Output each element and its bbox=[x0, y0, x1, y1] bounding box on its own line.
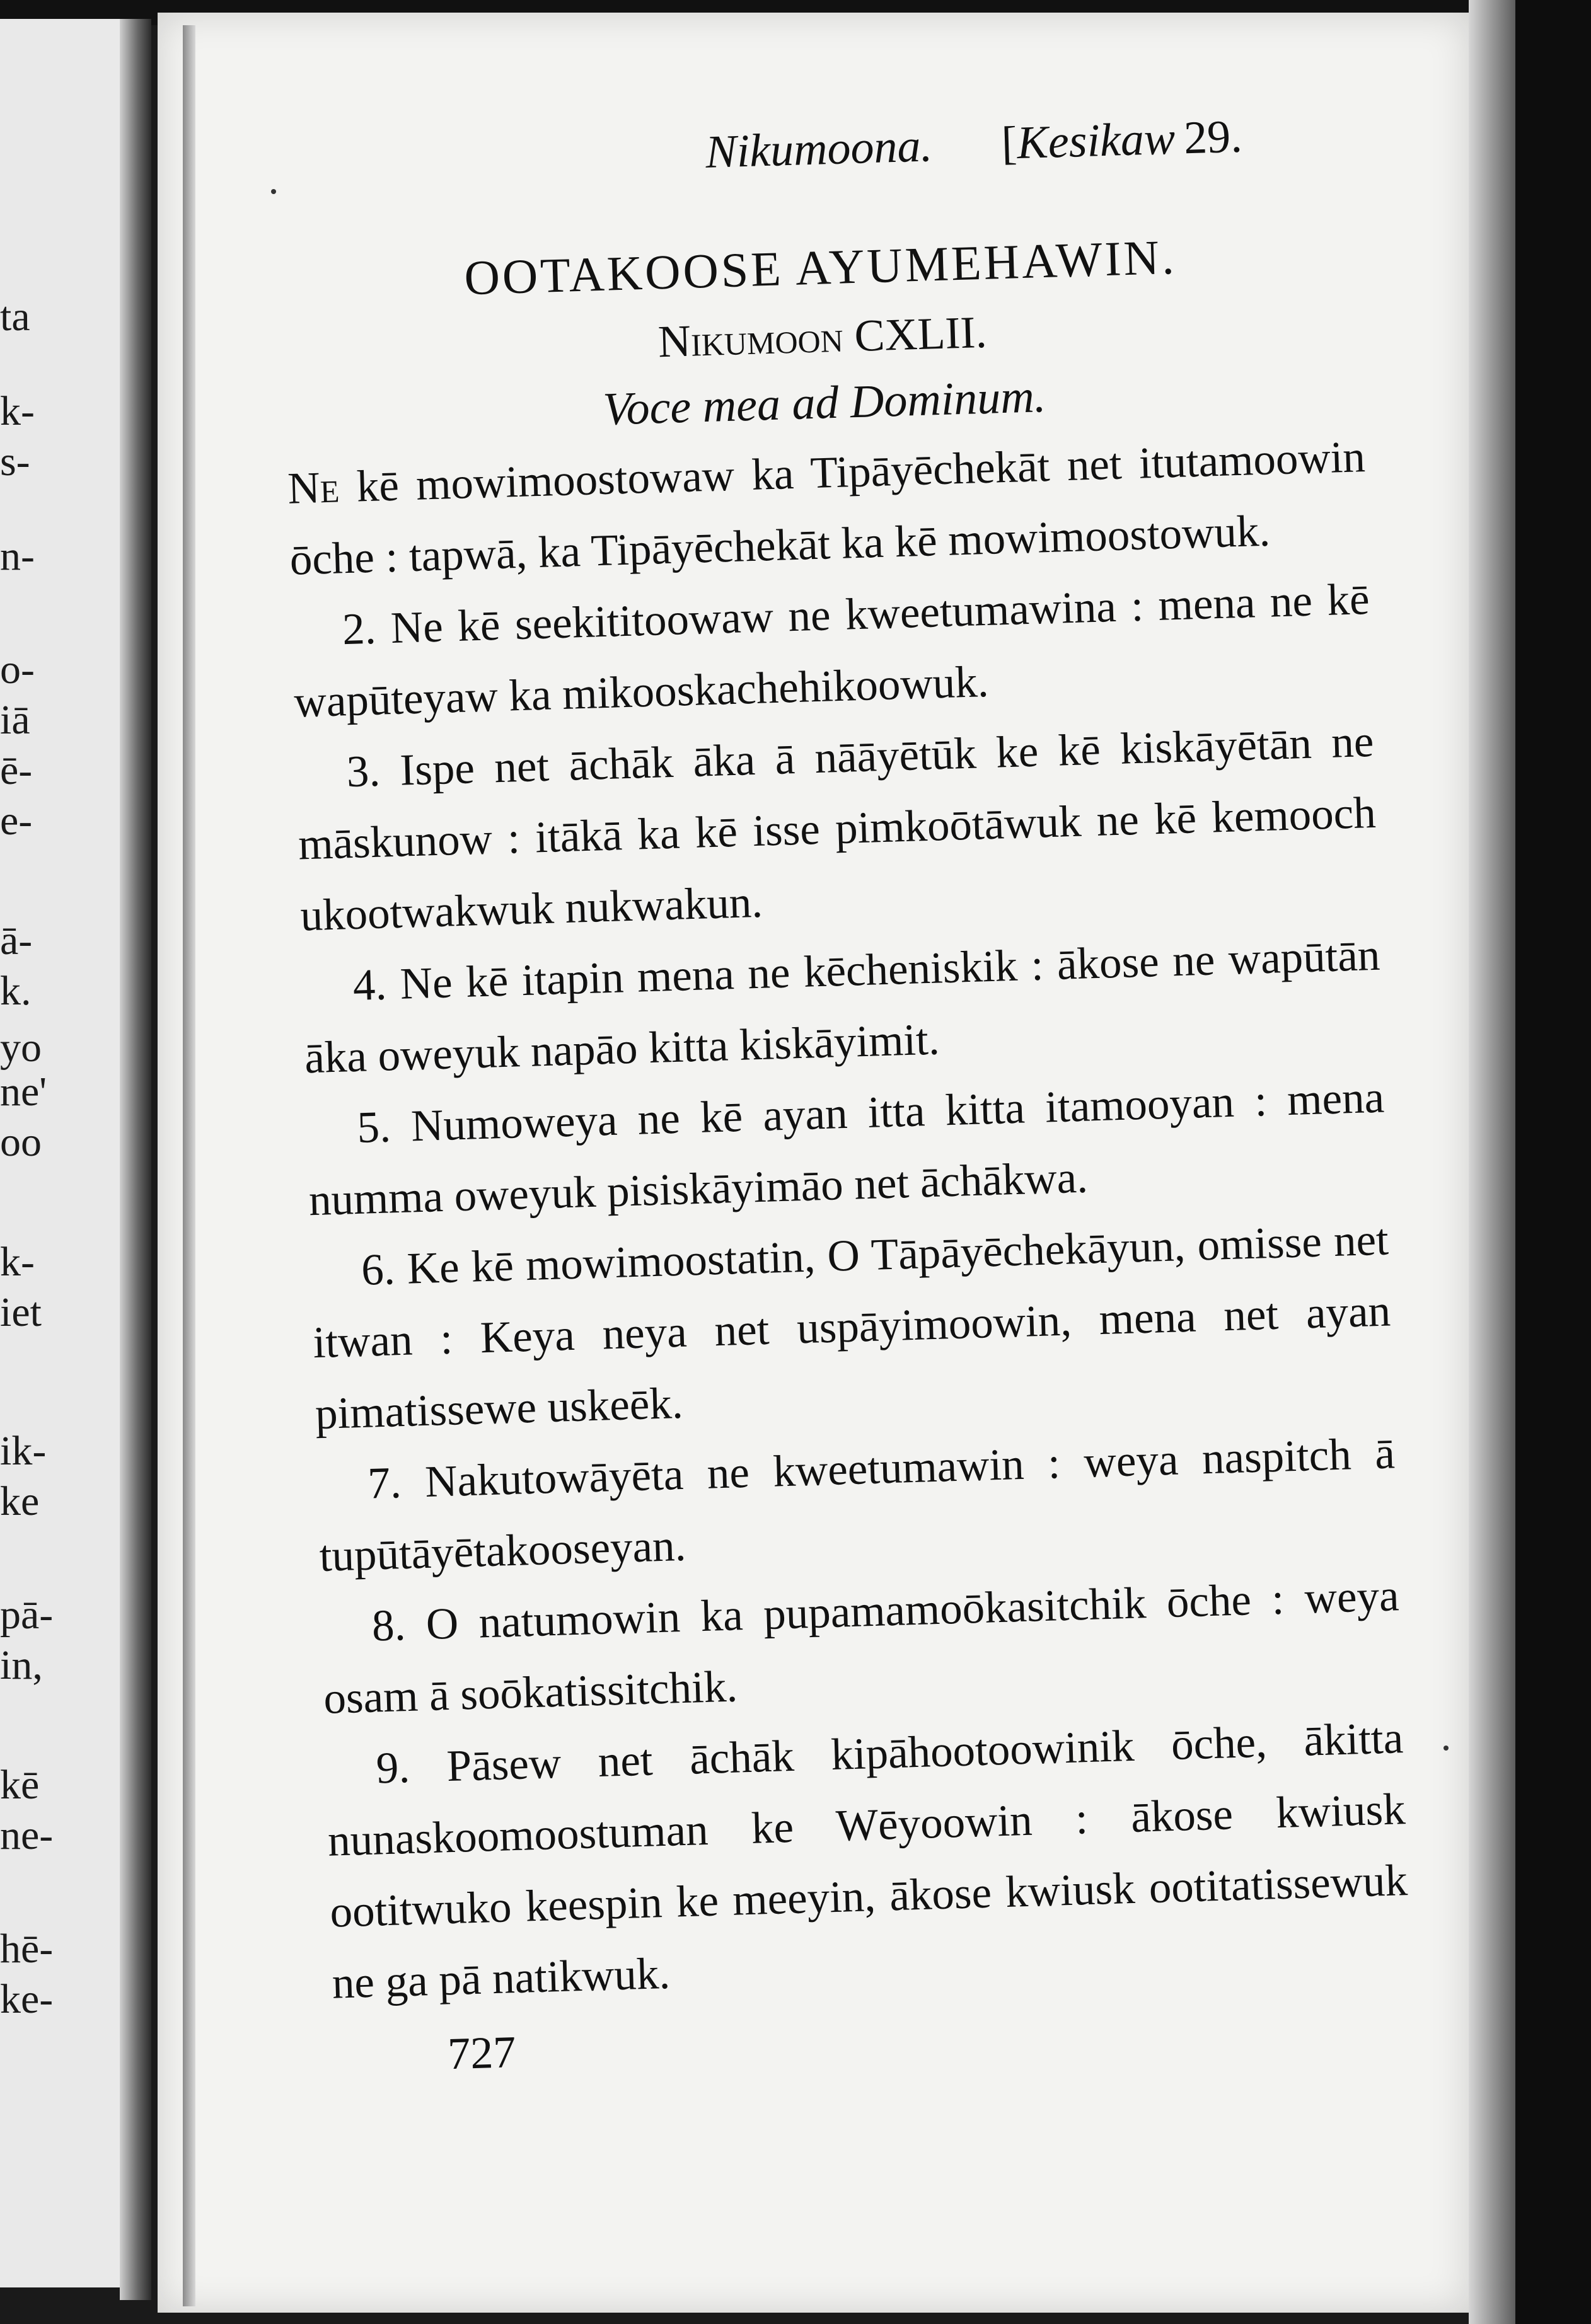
facing-line: pā- bbox=[0, 1592, 54, 1638]
hymn-title: OOTAKOOSE AYUMEHAWIN. bbox=[463, 229, 1177, 306]
facing-line: hē- bbox=[0, 1926, 54, 1972]
hymn-latin-incipit: Voce mea ad Dominum. bbox=[602, 371, 1047, 435]
facing-line: ne- bbox=[0, 1812, 54, 1858]
running-head-number: 29. bbox=[1183, 110, 1243, 164]
facing-line: ta bbox=[0, 294, 30, 340]
verse-6: 6. Ke kē mowimoostatin, O Tāpāyēchekāyun, omisse net itwan : Keya neya net uspāyimoowin, mena net ayan pimatissewe uskeēk. bbox=[312, 1215, 1392, 1439]
facing-line: k. bbox=[0, 968, 32, 1014]
facing-line: ik- bbox=[0, 1428, 47, 1474]
facing-line: ke bbox=[0, 1478, 40, 1524]
facing-line: iā bbox=[0, 697, 30, 743]
facing-line: s- bbox=[0, 439, 30, 485]
facing-line: in, bbox=[0, 1642, 43, 1688]
facing-line: yo bbox=[0, 1025, 42, 1071]
facing-line: o- bbox=[0, 647, 35, 693]
facing-line: ne' bbox=[0, 1069, 47, 1115]
facing-line: n- bbox=[0, 533, 35, 579]
scan-speck bbox=[271, 189, 276, 194]
book-gutter bbox=[120, 19, 151, 2300]
verse-lead-word: Ne bbox=[287, 463, 340, 514]
verse-2: 2. Ne kē seekititoowaw ne kweetumawina : mena ne kē wapūteyaw ka mikooskachehikoowuk. bbox=[293, 574, 1370, 727]
facing-line: kē bbox=[0, 1762, 40, 1808]
facing-line: k- bbox=[0, 388, 35, 434]
page-edge-shadow bbox=[183, 25, 195, 2306]
verse-8: 8. O natumowin ka pupamamoōkasitchik ōche : weya osam ā soōkatissitchik. bbox=[323, 1571, 1400, 1723]
verse-5: 5. Numoweya ne kē ayan itta kitta itamooyan : mena numma oweyuk pisiskāyimāo net āchākwa. bbox=[308, 1073, 1386, 1226]
verse-9: 9. Pāsew net āchāk kipāhootoowinik ōche, ākitta nunaskoomoostuman ke Wēyoowin : ākose kwiusk ootitwuko keespin ke meeyin, ākose kwiusk ootitatissewuk ne ga pā natikwuk. bbox=[327, 1713, 1408, 2008]
facing-line: ā- bbox=[0, 918, 33, 964]
hymn-number: Nikumoon CXLII. bbox=[657, 306, 988, 367]
scan-speck bbox=[1443, 1746, 1449, 1751]
page-number: 727 bbox=[447, 2027, 517, 2080]
facing-line: ē- bbox=[0, 747, 33, 793]
facing-line: e- bbox=[0, 798, 33, 844]
verse-7: 7. Nakutowāyēta ne kweetumawin : weya naspitch ā tupūtāyētakooseyan. bbox=[318, 1429, 1396, 1581]
verse-3: 3. Ispe net āchāk āka ā nāāyētūk ke kē kiskāyētān ne māskunow : itākā ka kē isse pimkoōtāwuk ne kē kemooch ukootwakwuk nukwakun. bbox=[298, 716, 1377, 941]
facing-line: k- bbox=[0, 1239, 35, 1285]
verse-text: kē mowimoostowaw ka Tipāyēchekāt net itutamoowin ōche : tapwā, ka Tipāyēchekāt ka kē mowimoostowuk. bbox=[289, 432, 1366, 585]
running-head-section: Kesikaw bbox=[1016, 112, 1176, 170]
page-text-block bbox=[277, 106, 1413, 2095]
facing-line: iet bbox=[0, 1289, 42, 1335]
verse-4: 4. Ne kē itapin mena ne kēcheniskik : ākose ne wapūtān āka oweyuk napāo kitta kiskāyimit. bbox=[304, 930, 1381, 1083]
running-head-title: Nikumoona. bbox=[705, 120, 934, 178]
facing-line: oo bbox=[0, 1119, 42, 1165]
facing-line: ke- bbox=[0, 1976, 54, 2022]
running-head-bracket: [ bbox=[1000, 117, 1018, 170]
scan-border-right bbox=[1515, 0, 1591, 2324]
